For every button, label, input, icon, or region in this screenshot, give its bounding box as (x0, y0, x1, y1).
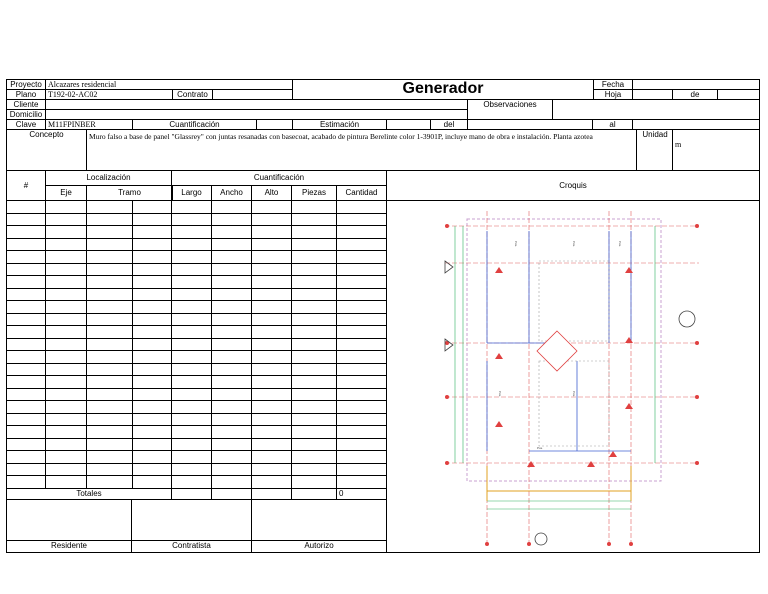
fecha-label: Fecha (593, 79, 633, 90)
table-cell[interactable] (211, 363, 252, 377)
table-cell[interactable] (86, 438, 133, 452)
table-row-number[interactable] (6, 225, 46, 239)
table-cell[interactable] (86, 338, 133, 352)
table-cell[interactable] (291, 363, 337, 377)
table-cell[interactable] (251, 200, 292, 214)
table-cell[interactable] (45, 200, 87, 214)
contratista-label: Contratista (131, 540, 252, 553)
table-cell[interactable] (45, 263, 87, 277)
column-header: Alto (251, 185, 292, 201)
table-cell[interactable] (251, 313, 292, 327)
svg-text:Pos.: Pos. (618, 241, 622, 248)
table-cell[interactable] (336, 200, 387, 214)
table-cell[interactable] (291, 450, 337, 464)
del-label: del (430, 119, 468, 130)
table-cell[interactable] (45, 450, 87, 464)
table-cell[interactable] (291, 400, 337, 414)
table-cell[interactable] (45, 275, 87, 289)
table-cell[interactable] (211, 350, 252, 364)
table-cell[interactable] (291, 238, 337, 252)
table-cell[interactable] (336, 300, 387, 314)
table-cell[interactable] (251, 213, 292, 227)
table-cell[interactable] (251, 463, 292, 477)
column-header: Piezas (291, 185, 337, 201)
plano-value: T192-02-AC02 (45, 89, 173, 100)
table-cell[interactable] (171, 475, 212, 489)
observaciones-value (552, 99, 760, 120)
table-row-number[interactable] (6, 238, 46, 252)
table-cell[interactable] (336, 338, 387, 352)
table-cell[interactable] (211, 300, 252, 314)
table-cell[interactable] (45, 225, 87, 239)
table-cell[interactable] (251, 225, 292, 239)
table-cell[interactable] (132, 288, 172, 302)
table-cell[interactable] (132, 463, 172, 477)
concepto-label: Concepto (6, 129, 87, 171)
table-cell[interactable] (45, 325, 87, 339)
table-cell[interactable] (211, 250, 252, 264)
svg-text:Pos.: Pos. (537, 446, 544, 450)
table-cell[interactable] (291, 350, 337, 364)
table-cell[interactable] (132, 400, 172, 414)
table-cell[interactable] (86, 388, 133, 402)
column-header: Eje (45, 185, 87, 201)
table-cell[interactable] (171, 200, 212, 214)
table-row-number[interactable] (6, 413, 46, 427)
table-cell[interactable] (86, 400, 133, 414)
estimacion-label: Estimación (292, 119, 387, 130)
table-cell[interactable] (86, 238, 133, 252)
column-header: Tramo (86, 185, 173, 201)
table-cell[interactable] (45, 400, 87, 414)
table-cell[interactable] (291, 463, 337, 477)
table-cell[interactable] (132, 450, 172, 464)
row-number-header: # (6, 170, 46, 201)
table-cell[interactable] (211, 450, 252, 464)
table-row-number[interactable] (6, 200, 46, 214)
table-cell[interactable] (86, 413, 133, 427)
table-cell[interactable] (291, 375, 337, 389)
table-cell[interactable] (336, 288, 387, 302)
domicilio-label: Domicilio (6, 109, 46, 120)
table-cell[interactable] (86, 375, 133, 389)
table-cell[interactable] (211, 438, 252, 452)
table-cell[interactable] (211, 238, 252, 252)
floor-plan-sketch (387, 201, 760, 553)
table-row-number[interactable] (6, 338, 46, 352)
table-cell[interactable] (251, 388, 292, 402)
table-cell[interactable] (86, 450, 133, 464)
table-cell[interactable] (336, 400, 387, 414)
table-cell[interactable] (45, 300, 87, 314)
svg-text:Pos.: Pos. (572, 391, 576, 398)
table-cell[interactable] (132, 350, 172, 364)
table-row-number[interactable] (6, 288, 46, 302)
table-cell[interactable] (45, 475, 87, 489)
svg-text:Pos.: Pos. (572, 241, 576, 248)
residente-signature-box[interactable] (6, 499, 132, 541)
table-cell[interactable] (211, 425, 252, 439)
table-cell[interactable] (132, 413, 172, 427)
table-cell[interactable] (336, 238, 387, 252)
table-cell[interactable] (251, 438, 292, 452)
table-cell[interactable] (336, 375, 387, 389)
table-cell[interactable] (336, 425, 387, 439)
table-cell[interactable] (251, 288, 292, 302)
autorizo-label: Autorizo (251, 540, 387, 553)
proyecto-label: Proyecto (6, 79, 46, 90)
unidad-value: m (672, 129, 760, 171)
table-cell[interactable] (211, 400, 252, 414)
table-cell[interactable] (171, 313, 212, 327)
table-cell[interactable] (171, 425, 212, 439)
table-cell[interactable] (86, 350, 133, 364)
column-header: Cantidad (336, 185, 387, 201)
totales-label: Totales (6, 488, 172, 500)
table-cell[interactable] (291, 425, 337, 439)
table-row-number[interactable] (6, 438, 46, 452)
table-cell[interactable] (251, 263, 292, 277)
localizacion-header: Localización (45, 170, 172, 186)
table-cell[interactable] (45, 363, 87, 377)
table-cell[interactable] (251, 413, 292, 427)
table-cell[interactable] (291, 325, 337, 339)
table-cell[interactable] (132, 438, 172, 452)
table-cell[interactable] (211, 213, 252, 227)
cuantificacion-header: Cuantificación (171, 170, 387, 186)
table-cell[interactable] (251, 475, 292, 489)
table-cell[interactable] (171, 238, 212, 252)
table-cell[interactable] (45, 425, 87, 439)
column-header: Largo (171, 185, 212, 201)
table-cell[interactable] (86, 313, 133, 327)
table-cell[interactable] (251, 250, 292, 264)
table-cell[interactable] (291, 313, 337, 327)
table-cell[interactable] (336, 275, 387, 289)
table-cell[interactable] (86, 263, 133, 277)
table-row-number[interactable] (6, 313, 46, 327)
autorizo-signature-box[interactable] (251, 499, 387, 541)
table-cell[interactable] (291, 475, 337, 489)
table-cell[interactable] (45, 375, 87, 389)
table-cell[interactable] (132, 425, 172, 439)
table-cell[interactable] (211, 388, 252, 402)
table-cell[interactable] (45, 413, 87, 427)
table-cell[interactable] (171, 275, 212, 289)
plano-label: Plano (6, 89, 46, 100)
table-cell[interactable] (132, 250, 172, 264)
table-cell[interactable] (211, 413, 252, 427)
table-row-number[interactable] (6, 275, 46, 289)
table-cell[interactable] (211, 463, 252, 477)
table-cell[interactable] (211, 338, 252, 352)
table-cell[interactable] (336, 350, 387, 364)
table-cell[interactable] (132, 238, 172, 252)
table-cell[interactable] (132, 225, 172, 239)
croquis-header: Croquis (386, 170, 760, 201)
table-cell[interactable] (45, 338, 87, 352)
table-cell[interactable] (291, 275, 337, 289)
table-cell[interactable] (171, 388, 212, 402)
table-cell[interactable] (171, 463, 212, 477)
table-cell[interactable] (291, 213, 337, 227)
svg-text:Pos.: Pos. (498, 391, 502, 398)
de-label: de (672, 89, 718, 100)
table-cell[interactable] (211, 313, 252, 327)
table-cell[interactable] (251, 375, 292, 389)
table-cell[interactable] (171, 363, 212, 377)
contrato-label: Contrato (172, 89, 213, 100)
table-cell[interactable] (86, 475, 133, 489)
table-cell[interactable] (171, 325, 212, 339)
table-cell[interactable] (171, 338, 212, 352)
table-cell[interactable] (171, 250, 212, 264)
residente-label: Residente (6, 540, 132, 553)
table-cell[interactable] (251, 238, 292, 252)
table-row-number[interactable] (6, 325, 46, 339)
table-cell[interactable] (251, 400, 292, 414)
table-cell[interactable] (336, 450, 387, 464)
table-cell[interactable] (251, 350, 292, 364)
table-cell[interactable] (251, 300, 292, 314)
observaciones-label: Observaciones (467, 99, 553, 110)
table-cell[interactable] (291, 225, 337, 239)
table-row-number[interactable] (6, 463, 46, 477)
table-cell[interactable] (171, 300, 212, 314)
table-cell[interactable] (336, 225, 387, 239)
table-row-number[interactable] (6, 263, 46, 277)
table-cell[interactable] (132, 263, 172, 277)
generador-sheet (6, 79, 760, 553)
table-cell[interactable] (211, 275, 252, 289)
table-cell[interactable] (211, 375, 252, 389)
table-cell[interactable] (171, 350, 212, 364)
table-cell[interactable] (336, 363, 387, 377)
cliente-label: Cliente (6, 99, 46, 110)
table-row-number[interactable] (6, 475, 46, 489)
table-cell[interactable] (132, 275, 172, 289)
table-cell[interactable] (336, 313, 387, 327)
hoja-label: Hoja (593, 89, 633, 100)
table-cell[interactable] (251, 275, 292, 289)
table-cell[interactable] (45, 388, 87, 402)
table-cell[interactable] (211, 200, 252, 214)
table-cell[interactable] (251, 425, 292, 439)
table-cell[interactable] (132, 338, 172, 352)
table-cell[interactable] (336, 388, 387, 402)
contratista-signature-box[interactable] (131, 499, 252, 541)
table-cell[interactable] (86, 250, 133, 264)
clave-label: Clave (6, 119, 46, 130)
table-cell[interactable] (86, 288, 133, 302)
table-cell[interactable] (132, 363, 172, 377)
table-cell[interactable] (171, 288, 212, 302)
table-cell[interactable] (336, 213, 387, 227)
table-cell[interactable] (336, 463, 387, 477)
table-cell[interactable] (45, 350, 87, 364)
table-row-number[interactable] (6, 388, 46, 402)
table-cell[interactable] (171, 263, 212, 277)
table-cell[interactable] (45, 463, 87, 477)
table-cell[interactable] (291, 250, 337, 264)
table-cell[interactable] (171, 375, 212, 389)
document-title: Generador (292, 79, 594, 100)
table-cell[interactable] (171, 400, 212, 414)
table-cell[interactable] (86, 200, 133, 214)
table-cell[interactable] (291, 438, 337, 452)
table-cell[interactable] (171, 225, 212, 239)
clave-value: M11FPINBER (45, 119, 133, 130)
table-cell[interactable] (86, 325, 133, 339)
table-cell[interactable] (86, 300, 133, 314)
table-cell[interactable] (171, 438, 212, 452)
table-cell[interactable] (86, 463, 133, 477)
table-cell[interactable] (336, 250, 387, 264)
column-header: Ancho (211, 185, 252, 201)
table-cell[interactable] (45, 438, 87, 452)
table-cell[interactable] (211, 263, 252, 277)
table-cell[interactable] (291, 263, 337, 277)
table-cell[interactable] (291, 338, 337, 352)
table-cell[interactable] (171, 413, 212, 427)
proyecto-value: Alcazares residencial (45, 79, 293, 90)
table-cell[interactable] (336, 438, 387, 452)
svg-text:Pos.: Pos. (514, 241, 518, 248)
table-row-number[interactable] (6, 350, 46, 364)
cuantificacion-header-label: Cuantificación (132, 119, 257, 130)
table-cell[interactable] (291, 200, 337, 214)
table-cell[interactable] (336, 413, 387, 427)
table-cell[interactable] (86, 425, 133, 439)
table-row-number[interactable] (6, 300, 46, 314)
table-cell[interactable] (132, 313, 172, 327)
table-cell[interactable] (251, 363, 292, 377)
table-cell[interactable] (132, 213, 172, 227)
table-cell[interactable] (132, 200, 172, 214)
table-cell[interactable] (171, 450, 212, 464)
table-row-number[interactable] (6, 250, 46, 264)
table-cell[interactable] (211, 325, 252, 339)
concepto-value: Muro falso a base de panel "Glassrey" con juntas resanadas con basecoat, acabado de pintura Berelinte color 1-3901P, incluye mano de obra e instalación. Planta azotea (86, 129, 637, 171)
table-row-number[interactable] (6, 400, 46, 414)
table-cell[interactable] (86, 275, 133, 289)
unidad-label: Unidad (636, 129, 673, 171)
table-cell[interactable] (45, 250, 87, 264)
table-row-number[interactable] (6, 363, 46, 377)
totales-cantidad: 0 (336, 488, 387, 500)
croquis-area (386, 200, 760, 553)
table-cell[interactable] (211, 475, 252, 489)
table-cell[interactable] (45, 238, 87, 252)
table-cell[interactable] (132, 388, 172, 402)
al-label: al (592, 119, 633, 130)
table-cell[interactable] (336, 263, 387, 277)
table-cell[interactable] (211, 225, 252, 239)
table-cell[interactable] (132, 475, 172, 489)
table-cell[interactable] (45, 288, 87, 302)
table-cell[interactable] (291, 300, 337, 314)
table-row-number[interactable] (6, 450, 46, 464)
table-cell[interactable] (132, 325, 172, 339)
table-cell[interactable] (291, 288, 337, 302)
table-row-number[interactable] (6, 213, 46, 227)
table-cell[interactable] (291, 413, 337, 427)
table-cell[interactable] (132, 300, 172, 314)
table-cell[interactable] (132, 375, 172, 389)
table-cell[interactable] (86, 225, 133, 239)
table-cell[interactable] (45, 213, 87, 227)
table-row-number[interactable] (6, 425, 46, 439)
table-cell[interactable] (171, 213, 212, 227)
table-cell[interactable] (251, 450, 292, 464)
table-cell[interactable] (336, 325, 387, 339)
table-cell[interactable] (86, 363, 133, 377)
table-cell[interactable] (45, 313, 87, 327)
table-row-number[interactable] (6, 375, 46, 389)
table-cell[interactable] (291, 388, 337, 402)
table-cell[interactable] (251, 338, 292, 352)
table-cell[interactable] (211, 288, 252, 302)
table-cell[interactable] (86, 213, 133, 227)
table-cell[interactable] (251, 325, 292, 339)
table-cell[interactable] (336, 475, 387, 489)
